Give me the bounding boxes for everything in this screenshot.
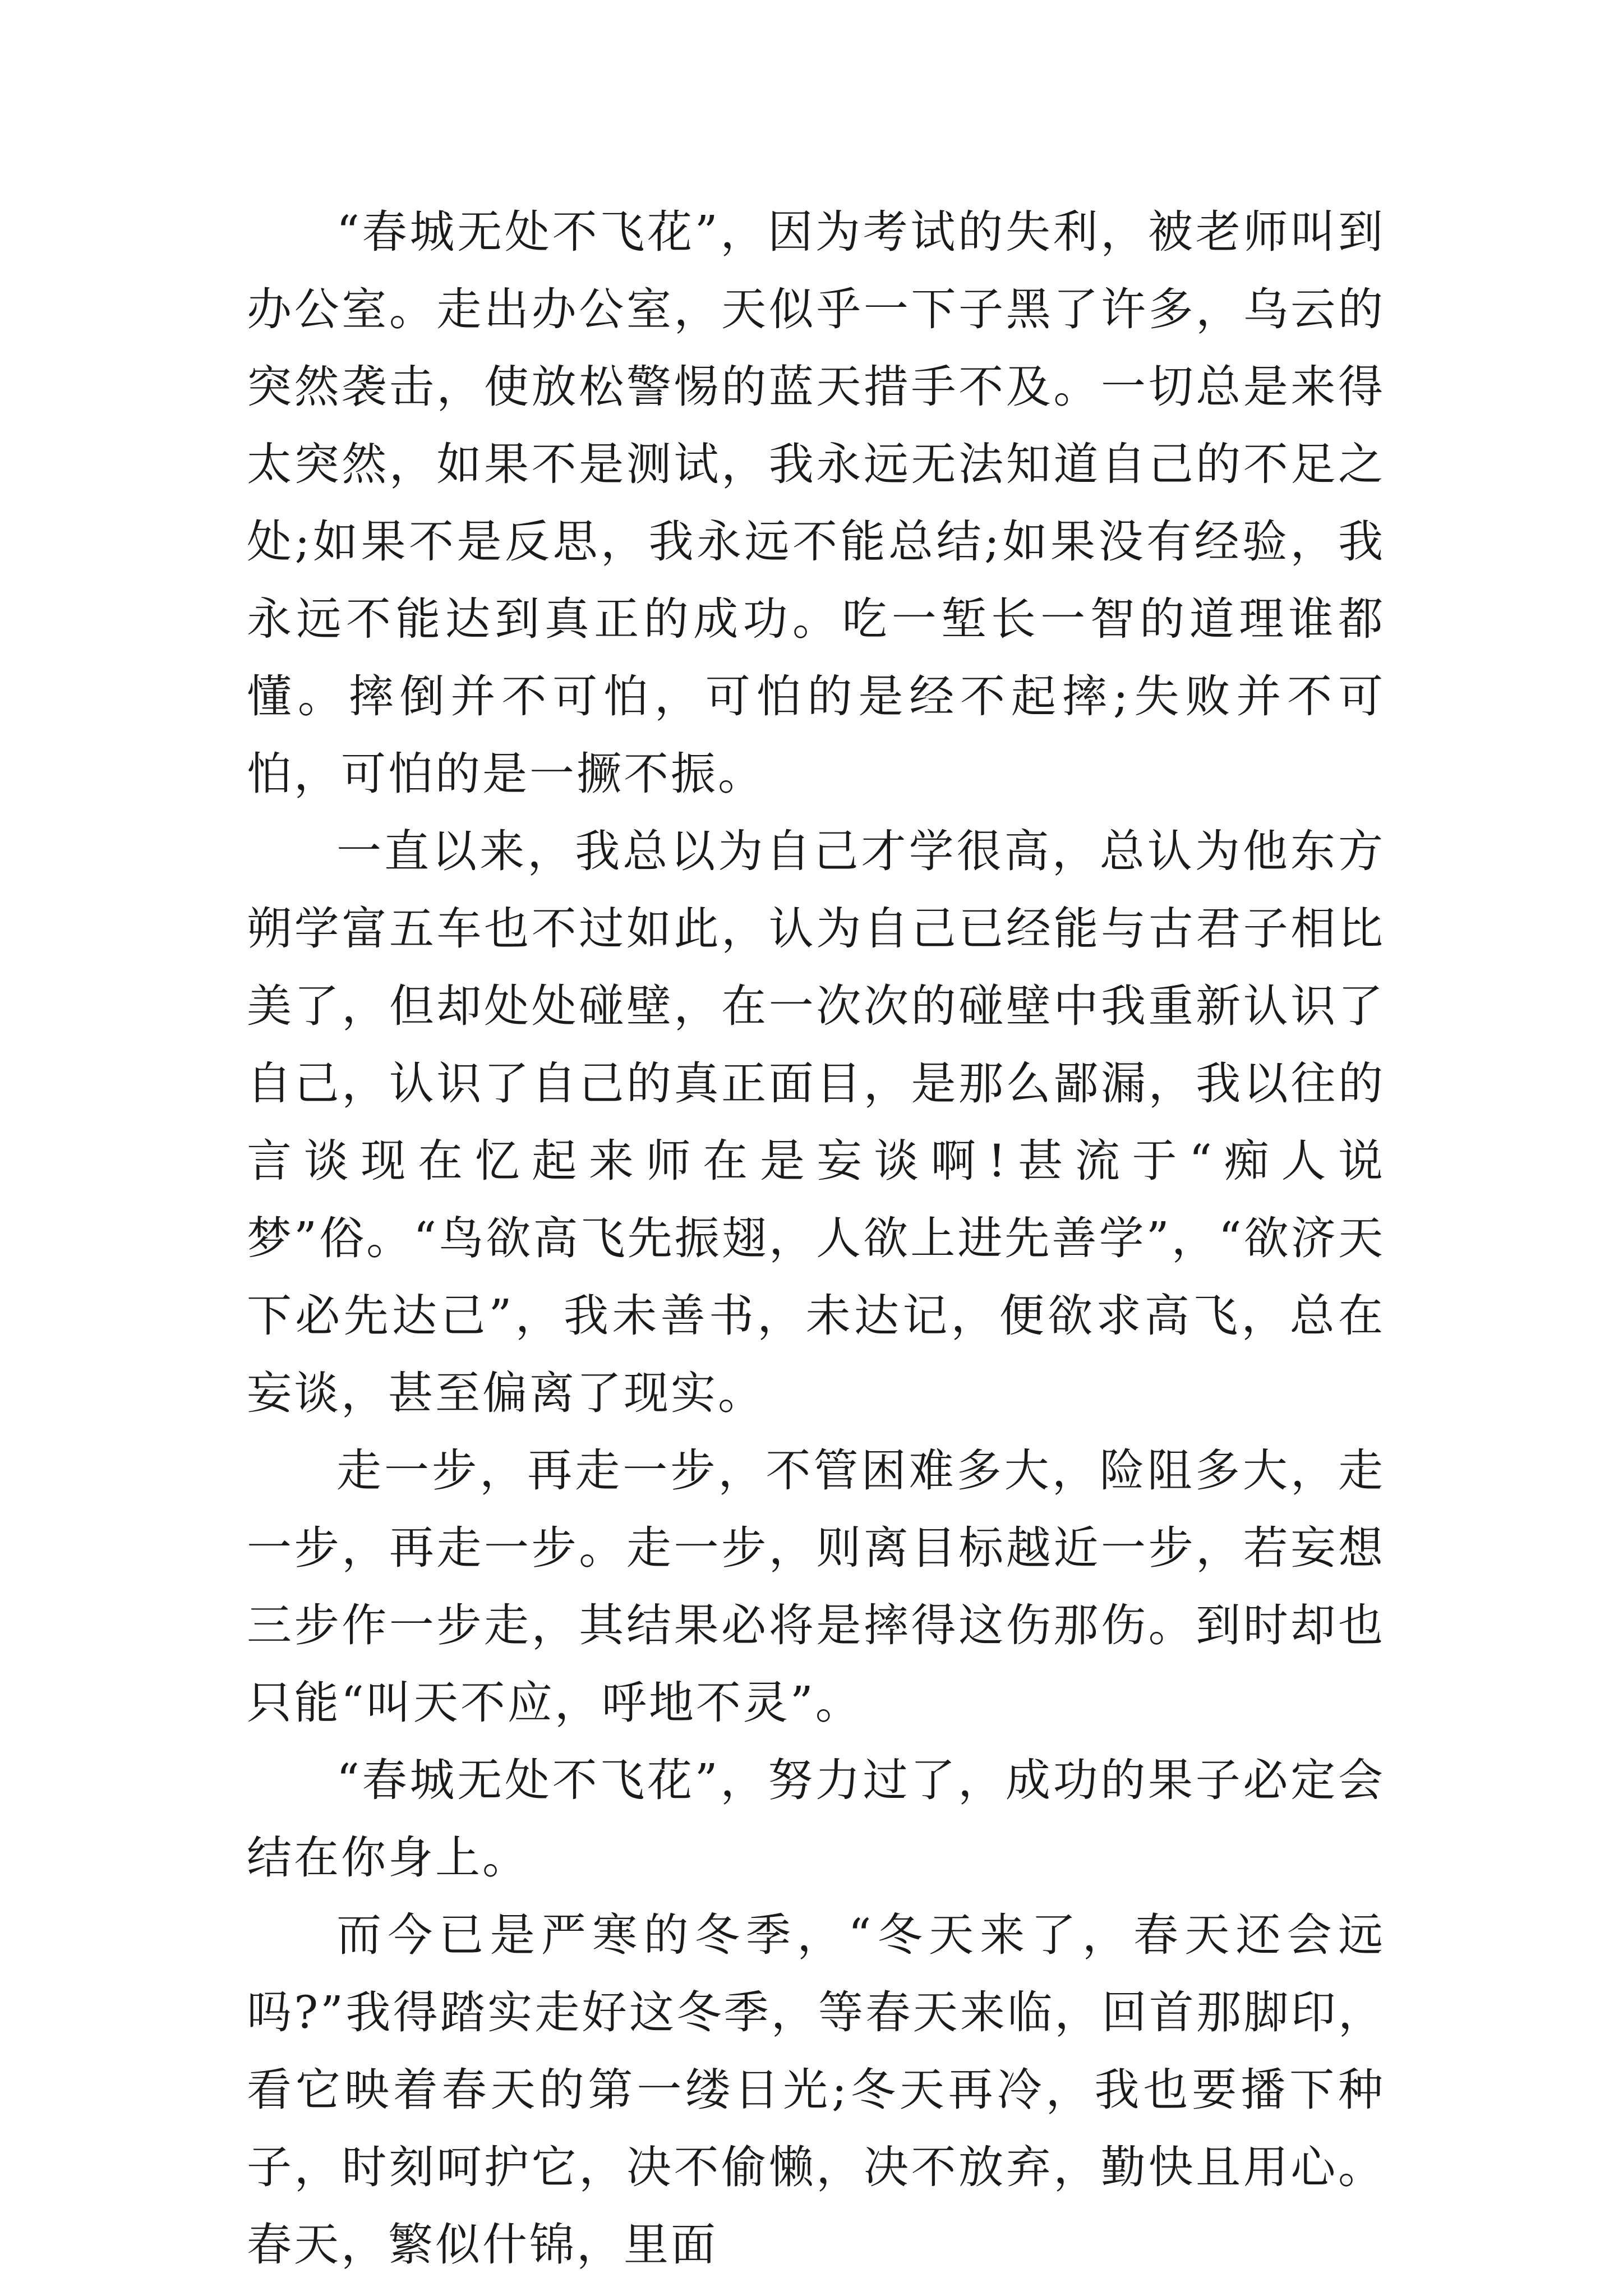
paragraph-1: “春城无处不飞花”，因为考试的失利，被老师叫到办公室。走出办公室，天似乎一下子黑了许多，乌云的突然袭击，使放松警惕的蓝天措手不及。一切总是来得太突然，如果不是测试，我永远无法知道自己的不足之处;如果不是反思，我永远不能总结;如果没有经验，我永远不能达到真正的成功。吃一堑长一智的道理谁都懂。摔倒并不可怕，可怕的是经不起摔;失败并不可怕，可怕的是一撅不振。: [247, 206, 1385, 800]
paragraph-2: 一直以来，我总以为自己才学很高，总认为他东方朔学富五车也不过如此，认为自己已经能与古君子相比美了，但却处处碰壁，在一次次的碰壁中我重新认识了自己，认识了自己的真正面目，是那么鄙漏，我以往的言谈现在忆起来师在是妄谈啊!甚流于“痴人说梦”俗。“鸟欲高飞先振翅，人欲上进先善学”，“欲济天下必先达己”，我未善书，未达记，便欲求高飞，总在妄谈，甚至偏离了现实。: [247, 825, 1385, 1419]
paragraph-3: 走一步，再走一步，不管困难多大，险阻多大，走一步，再走一步。走一步，则离目标越近一步，若妄想三步作一步走，其结果必将是摔得这伤那伤。到时却也只能“叫天不应，呼地不灵”。: [247, 1444, 1385, 1729]
paragraph-4: “春城无处不飞花”，努力过了，成功的果子必定会结在你身上。: [247, 1754, 1385, 1884]
paragraph-5: 而今已是严寒的冬季，“冬天来了，春天还会远吗?”我得踏实走好这冬季，等春天来临，回首那脚印，看它映着春天的第一缕日光;冬天再冷，我也要播下种子，时刻呵护它，决不偷懒，决不放弃，勤快且用心。春天，繁似什锦，里面: [247, 1909, 1385, 2271]
document-body: [247, 194, 1385, 2284]
